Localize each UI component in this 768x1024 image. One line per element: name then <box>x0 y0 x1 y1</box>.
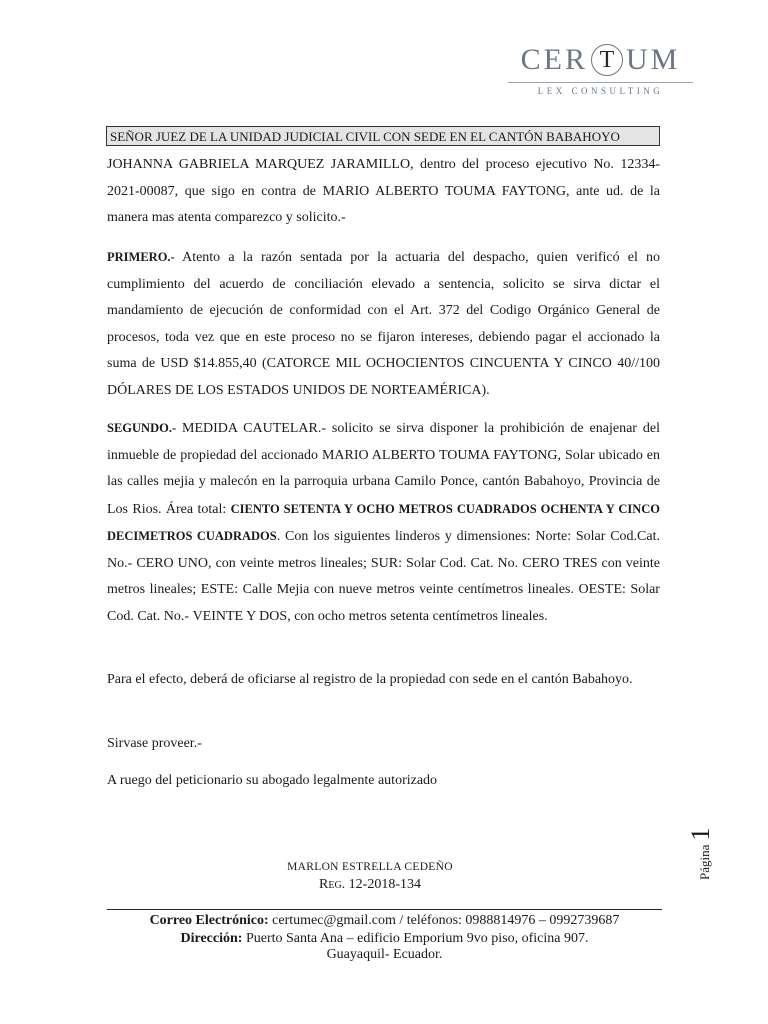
segundo-text-7: : Calle Mejia con nueve metros veinte centímetros lineales. <box>234 582 579 597</box>
amount-in-words: CATORCE MIL OCHOCIENTOS CINCUENTA Y CINCO 40//100 DÓLARES DE LOS ESTADOS UNIDOS DE NORTEAMÉRICA <box>107 356 660 398</box>
segundo-text-3: . Con los siguientes linderos y dimensiones: Norte: Solar Cod.Cat. No.- <box>107 529 660 571</box>
segundo-text-2: , Solar ubicado en las calles mejia y malecón en la parroquia urbana Camilo Ponce, cantón Babahoyo, Provincia de Los Rios. Área total: <box>107 447 660 517</box>
signer-name: MARLON ESTRELLA CEDEÑO <box>287 861 453 873</box>
segundo-paragraph <box>107 415 660 630</box>
lindero-cero-uno: CERO UNO <box>136 555 209 571</box>
petitioner-name: JOHANNA GABRIELA MARQUEZ JARAMILLO <box>107 157 411 172</box>
page-number: 1 <box>686 827 715 841</box>
footer-divider <box>107 909 662 910</box>
primero-text: Atento a la razón sentada por la actuaria del despacho, quien verificó el no cumplimiento del acuerdo de conciliación elevado a sentencia, solicito se sirva dictar el mandamiento de ejecución de conformidad con el Art. 372 del Codigo Orgánico General de procesos, toda vez que en este proceso no se fijaron intereses, debiendo pagar el accionado la suma de USD $14.855,40 ( <box>107 250 660 371</box>
segundo-label: SEGUNDO.- <box>107 421 177 435</box>
primero-label: PRIMERO.- <box>107 250 175 264</box>
lindero-cero-tres: CERO TRES <box>522 555 598 571</box>
segundo-text-5: : Solar Cod. Cat. No. <box>398 555 523 571</box>
email-value: certumec@gmail.com / teléfonos: 0988814976 – 0992739687 <box>268 913 620 928</box>
lindero-este: ESTE <box>200 582 235 597</box>
address-label: Dirección: <box>180 931 243 946</box>
primero-close: ). <box>481 382 490 398</box>
segundo-text-4: , con veinte metros lineales; <box>208 555 371 571</box>
certum-logo <box>508 36 693 102</box>
lindero-sur: SUR <box>370 555 399 571</box>
intro-text-2: , ante ud. de la manera mas atenta comparezco y solicito.- <box>107 183 660 225</box>
addressee-box: SEÑOR JUEZ DE LA UNIDAD JUDICIAL CIVIL CON SEDE EN EL CANTÓN BABAHOYO <box>106 126 660 146</box>
segundo-text-9: , con ocho metros setenta centímetros lineales. <box>287 608 548 624</box>
logo-wordmark <box>508 42 693 78</box>
page-word: Página <box>697 844 712 880</box>
lindero-veinte-y-dos: VEINTE Y DOS <box>192 608 288 624</box>
defendant-name: MARIO ALBERTO TOUMA FAYTONG <box>322 183 567 199</box>
page-number-label <box>686 800 716 880</box>
segundo-text-1: MEDIDA CAUTELAR.- solicito se sirva disponer la prohibición de enajenar del inmueble de propiedad del accionado <box>107 421 660 463</box>
logo-word-start: CER <box>520 43 588 76</box>
segundo-defendant-name: MARIO ALBERTO TOUMA FAYTONG <box>321 447 558 463</box>
email-label: Correo Electrónico: <box>149 913 269 928</box>
efecto-paragraph: Para el efecto, deberá de oficiarse al registro de la propiedad con sede en el cantón Babahoyo. <box>107 672 633 687</box>
segundo-text-8: : Solar Cod. Cat. No.- <box>107 582 660 624</box>
logo-subtitle: LEX CONSULTING <box>537 86 664 96</box>
logo-word-end: UM <box>626 43 681 76</box>
logo-circle-letter: T <box>591 44 623 76</box>
ruego-paragraph: A ruego del peticionario su abogado legalmente autorizado <box>107 773 438 788</box>
proveer-paragraph: Sirvase proveer.- <box>107 736 202 751</box>
address-value: Puerto Santa Ana – edificio Emporium 9vo piso, oficina 907. <box>242 931 589 946</box>
signer-registration: Reg. 12-2018-134 <box>319 877 421 892</box>
primero-paragraph <box>107 244 660 404</box>
intro-paragraph <box>107 152 660 232</box>
footer-city: Guayaquil- Ecuador. <box>326 947 443 962</box>
logo-divider <box>508 82 693 83</box>
segundo-text-6: con veinte metros lineales; <box>107 555 660 597</box>
intro-text-1: , dentro del proceso ejecutivo No. 12334-2021-00087, que sigo en contra de <box>107 157 660 199</box>
lindero-oeste: OESTE <box>578 582 623 597</box>
area-total: CIENTO SETENTA Y OCHO METROS CUADRADOS OCHENTA Y CINCO DECIMETROS CUADRADOS <box>107 501 660 543</box>
footer-contact <box>107 911 662 930</box>
